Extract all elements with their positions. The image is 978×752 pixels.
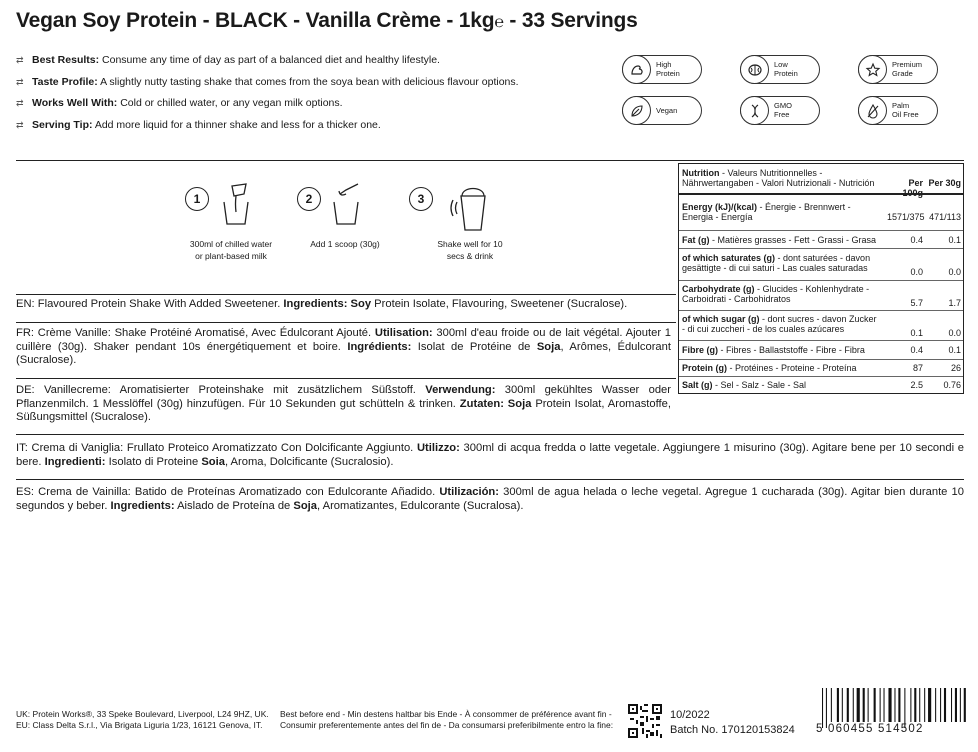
barcode-bar	[857, 688, 860, 722]
list-item: ⇄ Best Results: Consume any time of day as part of a balanced diet and healthy lifestyle.	[16, 54, 440, 66]
barcode-bar	[884, 688, 885, 722]
step-2-caption: Add 1 scoop (30g)	[310, 239, 380, 249]
badge-high-protein: High Protein	[622, 55, 702, 84]
muscle-icon	[622, 55, 651, 84]
divider	[16, 378, 676, 379]
barcode-bar	[928, 688, 931, 722]
step-3-caption: Shake well for 10 secs & drink	[437, 239, 503, 261]
barcode-bar	[940, 688, 941, 722]
arrows-icon: ⇄	[16, 55, 24, 65]
estimated-sign: ℮	[494, 14, 504, 31]
badge-vegan: Vegan	[622, 96, 702, 125]
barcode-bar	[880, 688, 881, 722]
scoop-glass-icon	[330, 182, 362, 231]
nutrition-table: Nutrition - Valeurs Nutritionnelles - Nährwertangaben - Valori Nutrizionali - Nutrición Per Per 30g Energy (kJ)/(kcal) - Énergie - Brennwert - Energia - Energía 1571/375 471/113 Fat (g) - Matières grasses - Fett - Grassi - Grasa 0.4 0.1 of which saturates (g) - dont saturées - davon gesättigte - di cui saturi - Las cuales saturadas 0.0 0.0 Carbohydrate (g) - Glucides - Kohlenhydrate - Carboidrati - Carbohidratos 5.7 1.7 of which sugar (g) - dont sucres - davon Zucker - di cui zuccheri - de los cuales azúcares 0.1 0.0 Fibre (g) - Fibres - Ballaststoffe - Fibre - Fibra 0.4 0.1 Protein (g) - Protéines - Proteine - Proteína 87 26 Salt (g) - Sel - Salz - Sale - Sal 2.5 0.76	[678, 163, 964, 394]
brain-icon	[740, 55, 769, 84]
product-title	[16, 9, 638, 33]
leaf-icon	[622, 96, 651, 125]
barcode-bar	[847, 688, 849, 722]
list-item: ⇄ Taste Profile: A slightly nutty tasting shake that comes from the soya bean with delicious flavour options.	[16, 76, 519, 88]
barcode-bar	[822, 688, 823, 728]
step-number: 1	[185, 187, 209, 211]
dna-icon	[740, 96, 769, 125]
step-1-caption: 300ml of chilled water or plant-based milk	[189, 239, 273, 261]
divider	[16, 160, 964, 161]
barcode-bar	[904, 688, 905, 728]
divider	[16, 479, 964, 480]
barcode-bar	[910, 688, 911, 722]
divider	[16, 434, 964, 435]
divider	[16, 322, 676, 323]
barcode-bar	[951, 688, 952, 722]
barcode-bar	[955, 688, 957, 722]
barcode-bar	[888, 688, 891, 722]
barcode-bar	[868, 688, 869, 722]
company-address: UK: Protein Works®, 33 Speke Boulevard, Liverpool, L24 9HZ, UK. EU: Class Delta S.r.l., Via Brigata Liguria 1/23, 16121 Genova, IT.	[16, 709, 269, 730]
barcode-bar	[874, 688, 876, 722]
barcode-number: 5 060455 514502	[816, 723, 924, 735]
barcode-bar	[924, 688, 925, 722]
batch-info	[670, 708, 795, 738]
batch-number: Batch No. 170120153824	[670, 724, 795, 736]
palm-oil-icon	[858, 96, 887, 125]
ingredients-de: DE: Vanillecreme: Aromatisierter Proteinshake mit zusätzlichem Süßstoff. Verwendung: 300ml gekühltes Wasser oder Pflanzenmilch. 1 Messlöffel (30g) hinzufügen. Für 10 Sekunden gut schütteln & trinken. Zutaten: Soja Protein Isolat, Aromastoffe, Süßungsmittel (Sucralose).	[16, 384, 671, 423]
badge-palm-oil-free: Palm Oil Free	[858, 96, 938, 125]
barcode-bar	[944, 688, 946, 722]
barcode-bar	[935, 688, 936, 722]
pour-glass-icon	[220, 182, 252, 231]
ingredients-it: IT: Crema di Vaniglia: Frullato Proteico Aromatizzato Con Dolcificante Aggiunto. Utilizzo: 300ml di acqua fredda o latte vegetale. Aggiungere 1 misurino (30g). Agitare bene per 10 secondi e bere. Ingredienti: Isolato di Proteine Soia, Aroma, Dolcificante (Sucralosio).	[16, 442, 964, 468]
list-item: ⇄ Works Well With: Cold or chilled water, or any vegan milk options.	[16, 97, 343, 109]
list-item: ⇄ Serving Tip: Add more liquid for a thinner shake and less for a thicker one.	[16, 119, 381, 131]
ingredients-fr: FR: Crème Vanille: Shake Protéiné Aromatisé, Avec Édulcorant Ajouté. Utilisation: 300ml d'eau froide ou de lait végétal. Ajouter 1 cuillère (30g). Shaker pendant 10s énergétiquement et boire. Ingrédients: Isolat de Protéine de Soja, Arômes, Édulcorant (Sucralose).	[16, 327, 671, 366]
best-before-date: 10/2022	[670, 709, 710, 721]
barcode-bar	[826, 688, 827, 728]
arrows-icon: ⇄	[16, 120, 24, 130]
barcode-bar	[837, 688, 839, 722]
barcode-bar	[831, 688, 832, 722]
step-number: 2	[297, 187, 321, 211]
barcode-bar	[894, 688, 895, 722]
barcode-bar	[842, 688, 843, 722]
best-before-label: Best before end - Min destens haltbar bis Ende - À consommer de préférence avant fin - Consumir preferentemente antes del fin de - Da consumarsi preferibilmente entro la fine:	[280, 709, 614, 730]
star-icon	[858, 55, 887, 84]
ingredients-es: ES: Crema de Vainilla: Batido de Proteínas Aromatizado con Edulcorante Añadido. Utilización: 300ml de agua helada o leche vegetal. Agregue 1 cucharada (30g). Agitar bien durante 10 segundos y beber. Ingredients: Aislado de Proteína de Soja, Aromatizantes, Edulcorante (Sucralosa).	[16, 486, 964, 512]
barcode-bar	[919, 688, 920, 722]
barcode-bar	[960, 688, 961, 722]
badge-premium-grade: Premium Grade	[858, 55, 938, 84]
arrows-icon: ⇄	[16, 77, 24, 87]
step-number: 3	[409, 187, 433, 211]
barcode-bar	[863, 688, 865, 722]
arrows-icon: ⇄	[16, 98, 24, 108]
qr-code	[628, 704, 662, 743]
title-main: Vegan Soy Protein - BLACK - Vanilla Crème - 1kg	[16, 9, 495, 32]
barcode-bar	[898, 688, 900, 722]
title-servings: - 33 Servings	[503, 9, 638, 32]
badge-gmo-free: GMO Free	[740, 96, 820, 125]
barcode-bar	[853, 688, 854, 722]
shaker-icon	[447, 182, 491, 237]
barcode-bar	[964, 688, 966, 722]
ingredients-en: EN: Flavoured Protein Shake With Added Sweetener. Ingredients: Soy Protein Isolate, Flavouring, Sweetener (Sucralose).	[16, 298, 628, 310]
badge-low-protein: Low Protein	[740, 55, 820, 84]
barcode-bar	[914, 688, 916, 722]
divider	[16, 294, 676, 295]
